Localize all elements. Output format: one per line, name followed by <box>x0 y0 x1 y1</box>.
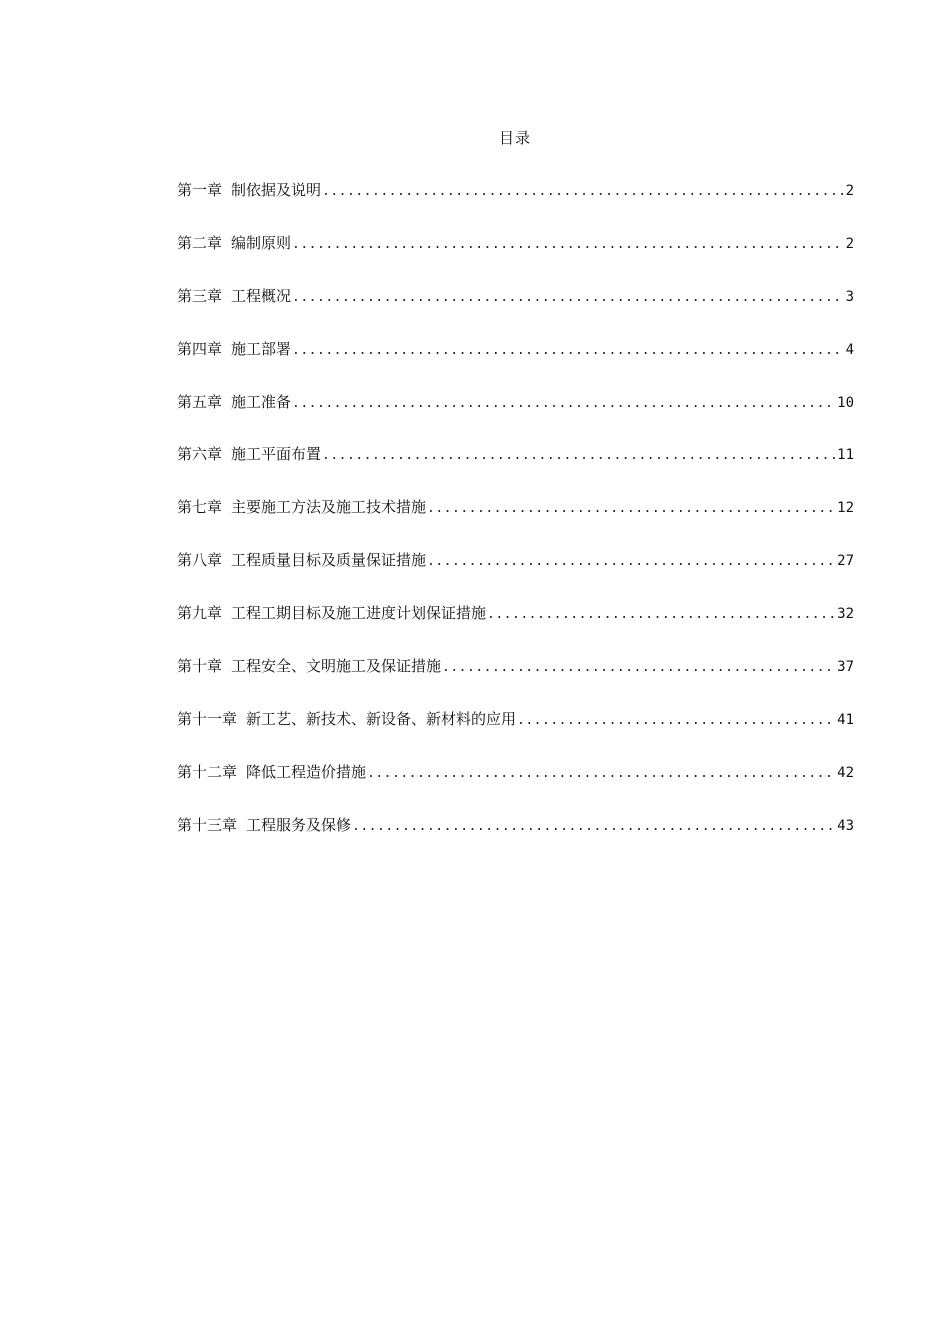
toc-dot-leader <box>352 815 835 839</box>
toc-page-number: 43 <box>837 817 854 834</box>
toc-page-number: 42 <box>837 764 854 781</box>
toc-entry[interactable] <box>177 601 854 654</box>
toc-page-number: 4 <box>845 341 854 358</box>
toc-entry[interactable] <box>177 548 854 601</box>
toc-chapter-number: 第九章 <box>177 604 223 623</box>
toc-page-number: 41 <box>837 711 854 728</box>
toc-dot-leader <box>427 550 835 574</box>
toc-dot-leader <box>322 444 835 468</box>
toc-dot-leader <box>292 392 835 416</box>
toc-entry[interactable] <box>177 284 854 337</box>
toc-entry[interactable] <box>177 442 854 495</box>
toc-page-number: 2 <box>845 183 854 199</box>
toc-chapter-title: 施工准备 <box>231 392 292 411</box>
toc-chapter-title: 编制原则 <box>231 233 292 252</box>
toc-chapter-title: 工程概况 <box>231 286 292 305</box>
toc-page-number: 32 <box>837 606 854 623</box>
toc-chapter-number: 第八章 <box>177 551 223 570</box>
toc-chapter-title: 施工部署 <box>231 339 292 358</box>
toc-chapter-number: 第十三章 <box>177 815 238 834</box>
toc-chapter-number: 第四章 <box>177 339 223 358</box>
toc-chapter-title: 工程质量目标及质量保证措施 <box>231 551 427 570</box>
toc-chapter-number: 第一章 <box>177 181 223 199</box>
toc-chapter-title: 制依据及说明 <box>231 181 322 199</box>
toc-chapter-number: 第六章 <box>177 445 223 464</box>
toc-chapter-number: 第十一章 <box>177 709 238 728</box>
toc-entry[interactable] <box>177 813 854 866</box>
toc-chapter-number: 第三章 <box>177 286 223 305</box>
toc-entry[interactable] <box>177 390 854 443</box>
toc-chapter-number: 第十二章 <box>177 762 238 781</box>
toc-dot-leader <box>427 497 835 521</box>
toc-dot-leader <box>322 180 844 204</box>
table-of-contents <box>177 178 854 866</box>
toc-page-number: 2 <box>845 235 854 252</box>
toc-chapter-title: 新工艺、新技术、新设备、新材料的应用 <box>246 709 517 728</box>
toc-chapter-number: 第十章 <box>177 657 223 676</box>
toc-page-number: 3 <box>845 288 854 305</box>
toc-entry[interactable] <box>177 495 854 548</box>
toc-dot-leader <box>367 762 835 786</box>
toc-dot-leader <box>292 233 844 257</box>
toc-dot-leader <box>292 286 844 310</box>
toc-chapter-number: 第二章 <box>177 233 223 252</box>
toc-entry[interactable] <box>177 707 854 760</box>
toc-dot-leader <box>442 656 835 680</box>
toc-chapter-title: 工程工期目标及施工进度计划保证措施 <box>231 604 487 623</box>
toc-title: 目录 <box>498 129 531 147</box>
toc-chapter-number: 第五章 <box>177 392 223 411</box>
toc-chapter-title: 工程安全、文明施工及保证措施 <box>231 657 442 676</box>
toc-entry[interactable] <box>177 178 854 231</box>
toc-entry[interactable] <box>177 760 854 813</box>
toc-dot-leader <box>517 709 835 733</box>
toc-chapter-title: 施工平面布置 <box>231 445 322 464</box>
toc-entry[interactable] <box>177 654 854 707</box>
toc-chapter-title: 降低工程造价措施 <box>246 762 367 781</box>
toc-page-number: 10 <box>837 394 854 411</box>
toc-chapter-number: 第七章 <box>177 498 223 517</box>
toc-dot-leader <box>292 339 844 363</box>
toc-page-number: 37 <box>837 659 854 676</box>
toc-page-number: 27 <box>837 553 854 570</box>
toc-page-number: 12 <box>837 500 854 517</box>
toc-chapter-title: 主要施工方法及施工技术措施 <box>231 498 427 517</box>
toc-dot-leader <box>487 603 835 627</box>
toc-entry[interactable] <box>177 337 854 390</box>
toc-chapter-title: 工程服务及保修 <box>246 815 352 834</box>
toc-page-number: 11 <box>837 447 854 464</box>
toc-entry[interactable] <box>177 231 854 284</box>
